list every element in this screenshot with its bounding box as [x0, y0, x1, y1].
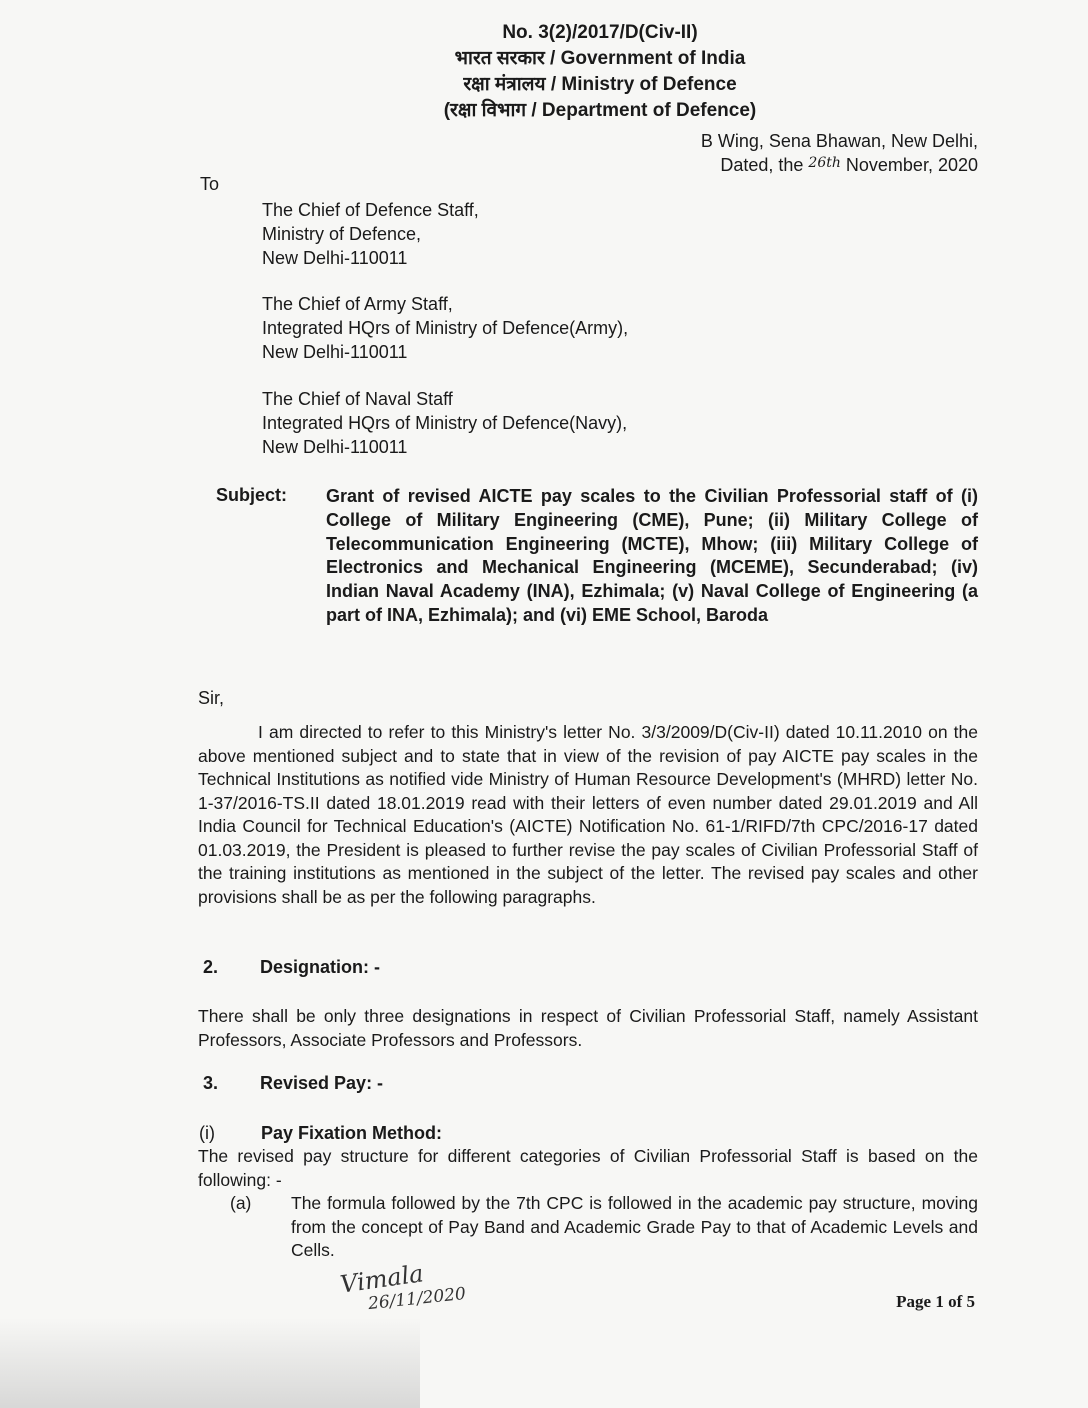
office-address: B Wing, Sena Bhawan, New Delhi,: [700, 131, 978, 151]
addressee-army: [262, 292, 628, 364]
section-number: 2.: [203, 957, 219, 977]
government-line: भारत सरकार / Government of India: [454, 48, 746, 69]
to-label: To: [200, 174, 220, 194]
date-line: [720, 152, 978, 176]
subsection-number: (i): [199, 1123, 215, 1143]
handwritten-signature: [338, 1259, 500, 1325]
section-title: Revised Pay: -: [260, 1073, 384, 1093]
subsection-title: Pay Fixation Method:: [261, 1123, 443, 1143]
addressee-line: Ministry of Defence,: [262, 224, 422, 244]
subject-text: Grant of revised AICTE pay scales to the Civilian Professorial staff of (i) College of Military Engineering (CME), Pune; (ii) Military College of Telecommunication Engineering (MCTE), Mhow; (iii) Military College of Electronics and Mechanical Engineering (MCEME), Secunderabad; (iv) Indian Naval Academy (INA), Ezhimala; (v) Naval College of Engineering (a part of INA, Ezhimala); and (vi) EME School, Baroda: [326, 486, 978, 625]
page-number: Page 1 of 5: [896, 1292, 975, 1311]
addressee-line: The Chief of Defence Staff,: [262, 200, 479, 220]
addressee-line: Integrated HQrs of Ministry of Defence(Navy),: [262, 413, 628, 433]
addressee-cds: [262, 198, 479, 270]
section-3-intro: The revised pay structure for different categories of Civilian Professorial Staff is based on the following: -: [198, 1146, 978, 1190]
scan-shadow: [0, 1318, 420, 1408]
addressee-line: The Chief of Naval Staff: [262, 389, 453, 409]
subsection-heading: [199, 1123, 442, 1144]
section-number: 3.: [203, 1073, 219, 1093]
list-item: [230, 1192, 978, 1263]
addressee-navy: [262, 387, 627, 459]
date-day-handwritten: 26th: [808, 155, 841, 171]
date-prefix: Dated, the: [720, 155, 804, 175]
addressee-line: New Delhi-110011: [262, 248, 408, 268]
section-title: Designation: -: [260, 957, 380, 977]
signature-date: 26/11/2020: [367, 1283, 467, 1315]
subject-label: Subject:: [216, 485, 288, 505]
addressee-line: Integrated HQrs of Ministry of Defence(Army),: [262, 318, 629, 338]
date-suffix: November, 2020: [845, 155, 978, 175]
reference-number: No. 3(2)/2017/D(Civ-II): [502, 22, 698, 43]
paragraph-1: I am directed to refer to this Ministry's letter No. 3/3/2009/D(Civ-II) dated 10.11.2010 on the above mentioned subject and to state that in view of the revision of pay AICTE pay scales in the Technical Institutions as notified vide Ministry of Human Resource Development's (MHRD) letter No. 1-37/2016-TS.II dated 18.01.2019 read with their letters of even number dated 29.01.2019 and All India Council for Technical Education's (AICTE) Notification No. 61-1/RIFD/7th CPC/2016-17 dated 01.03.2019, the President is pleased to further revise the pay scales of Civilian Professorial Staff of the training institutions as mentioned in the subject of the letter. The revised pay scales and other provisions shall be as per the following paragraphs.: [198, 722, 978, 907]
section-3-heading: [203, 1073, 383, 1094]
signature-name: Vimala: [338, 1259, 426, 1299]
ministry-line: रक्षा मंत्रालय / Ministry of Defence: [463, 74, 737, 95]
list-marker: (a): [230, 1193, 252, 1213]
addressee-line: New Delhi-110011: [262, 437, 408, 457]
department-line: (रक्षा विभाग / Department of Defence): [443, 100, 757, 121]
addressee-line: The Chief of Army Staff,: [262, 294, 453, 314]
section-2-text: There shall be only three designations in respect of Civilian Professorial Staff, namely Assistant Professors, Associate Professors and Professors.: [198, 1006, 978, 1050]
list-item-text: The formula followed by the 7th CPC is followed in the academic pay structure, moving from the concept of Pay Band and Academic Grade Pay to that of Academic Levels and Cells.: [291, 1193, 978, 1260]
salutation: Sir,: [198, 688, 225, 708]
section-2-heading: [203, 957, 380, 978]
addressee-line: New Delhi-110011: [262, 342, 408, 362]
